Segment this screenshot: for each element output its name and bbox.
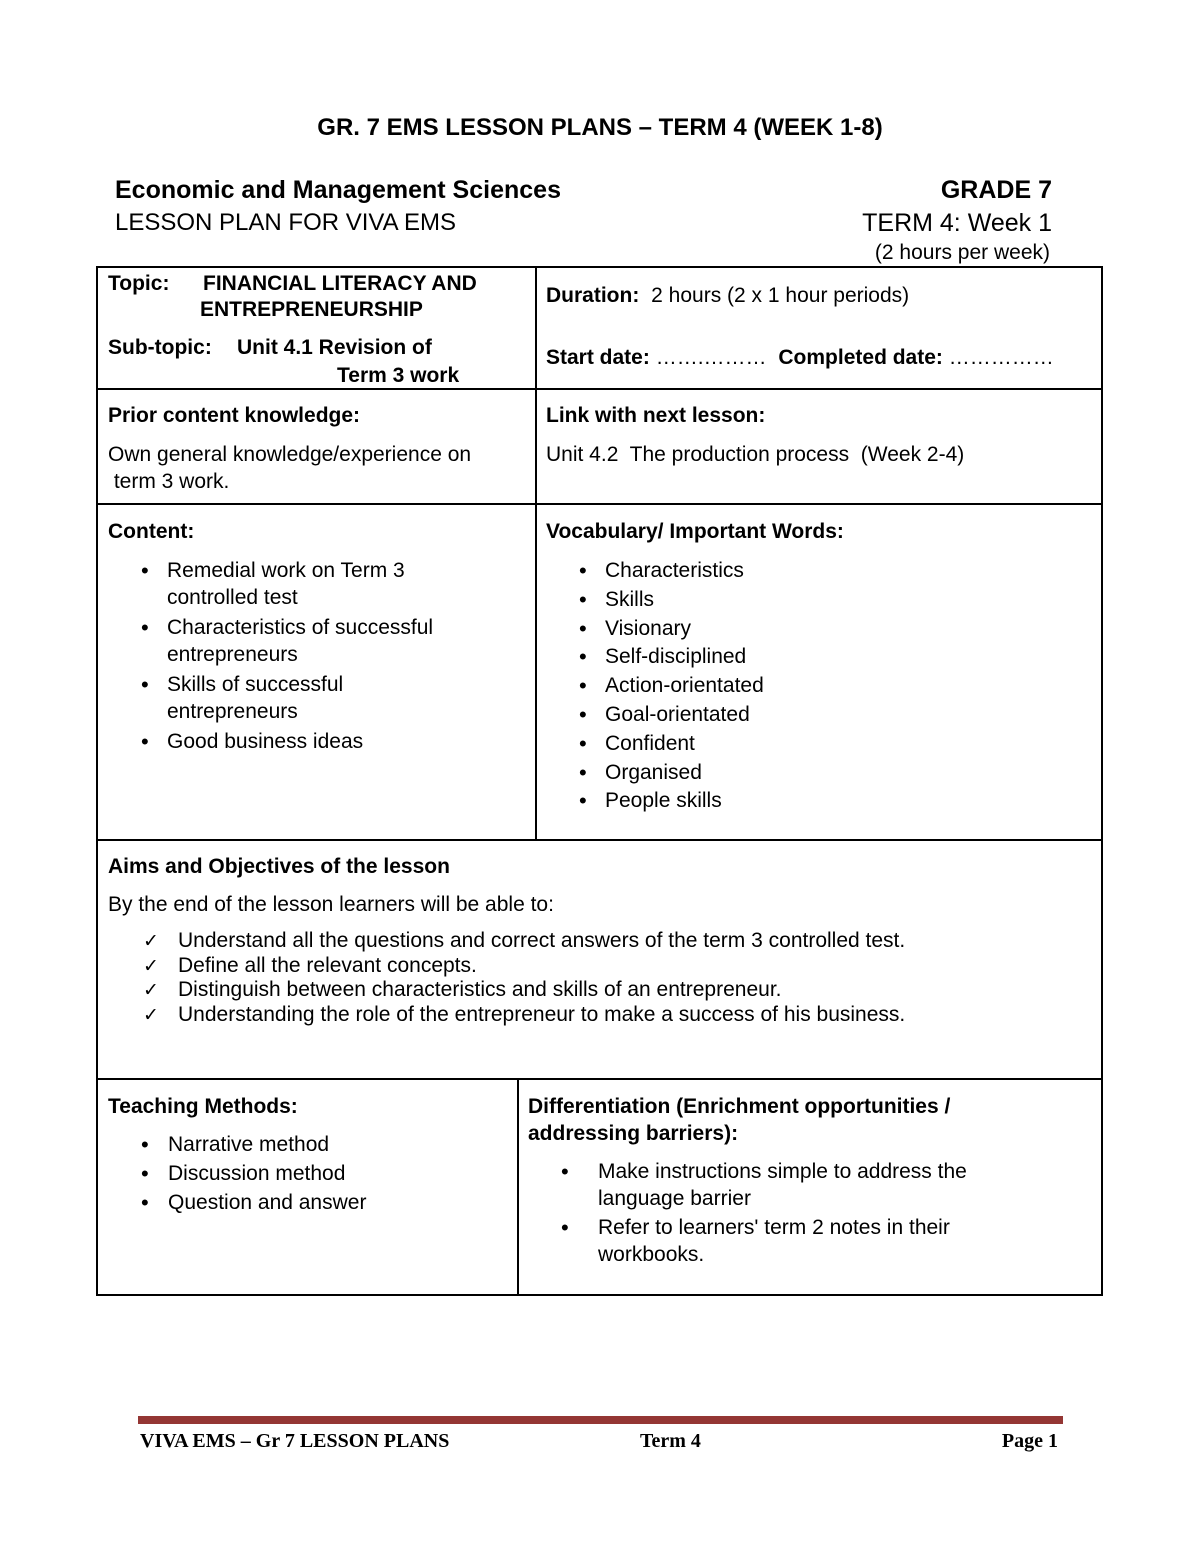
column-divider: [535, 268, 537, 839]
check-icon: ✓: [143, 930, 159, 952]
column-divider: [517, 1078, 519, 1296]
list-item: • Visionary: [546, 615, 1096, 644]
completed-date-value: ……………: [948, 346, 1054, 369]
teaching-methods-list: [108, 1131, 508, 1217]
aims-intro: By the end of the lesson learners will be able to:: [108, 893, 554, 916]
differentiation-list: [528, 1158, 1093, 1268]
link-next-lesson-label: Link with next lesson:: [546, 404, 766, 427]
teaching-methods-label: Teaching Methods:: [108, 1095, 298, 1118]
list-item: ✓ Distinguish between characteristics and skills of an entrepreneur.: [143, 978, 782, 1001]
list-item: • Make instructions simple to address the language barrier: [528, 1158, 1093, 1212]
list-item: • Remedial work on Term 3 controlled test: [108, 557, 528, 611]
footer-term: Term 4: [640, 1430, 701, 1452]
list-item: • Characteristics: [546, 557, 1096, 586]
list-item: • People skills: [546, 787, 1096, 816]
teaching-methods-cell: [108, 1093, 508, 1217]
list-item: • Narrative method: [108, 1131, 508, 1160]
list-item: • Action-orientated: [546, 672, 1096, 701]
subtopic-value: Unit 4.1 Revision of: [237, 336, 432, 359]
differentiation-label-cont: addressing barriers):: [528, 1122, 739, 1145]
start-date-label: Start date:: [546, 346, 650, 369]
list-item: • Confident: [546, 730, 1096, 759]
differentiation-cell: [528, 1093, 1093, 1268]
prior-knowledge-text-cont: term 3 work.: [108, 470, 230, 493]
list-item: • Characteristics of successful entrepreneurs: [108, 614, 528, 668]
list-item: • Skills of successful entrepreneurs: [108, 671, 528, 725]
subject-name: Economic and Management Sciences: [115, 176, 561, 204]
list-item: ✓ Understanding the role of the entrepreneur to make a success of his business.: [143, 1002, 906, 1026]
document-title: GR. 7 EMS LESSON PLANS – TERM 4 (WEEK 1-8): [317, 114, 883, 141]
list-item: • Good business ideas: [108, 728, 528, 755]
term-week-label: TERM 4: Week 1: [862, 209, 1052, 237]
link-next-lesson-text: Unit 4.2 The production process (Week 2-4): [546, 443, 965, 466]
duration-label: Duration:: [546, 284, 640, 307]
topic-cell: [108, 270, 528, 394]
hours-per-week: (2 hours per week): [874, 241, 1050, 264]
start-date-value: …….………: [655, 346, 767, 369]
prior-knowledge-text: Own general knowledge/experience on: [108, 443, 472, 466]
check-icon: ✓: [143, 954, 159, 977]
duration-cell: [546, 282, 1096, 371]
row-divider: [98, 1078, 1101, 1080]
content-list: [108, 557, 528, 755]
list-item: ✓ Define all the relevant concepts.: [143, 953, 477, 977]
aims-label: Aims and Objectives of the lesson: [108, 855, 450, 878]
differentiation-label: Differentiation (Enrichment opportunities /: [528, 1095, 951, 1118]
list-item: • Question and answer: [108, 1189, 508, 1218]
completed-date-label: Completed date:: [778, 346, 943, 369]
topic-label: Topic:: [108, 272, 170, 295]
check-icon: ✓: [143, 979, 159, 1001]
link-next-lesson-cell: [546, 402, 1096, 468]
subtopic-label: Sub-topic:: [108, 336, 212, 359]
content-cell: [108, 518, 528, 755]
page-number: Page 1: [1001, 1430, 1058, 1452]
topic-value-cont: ENTREPRENEURSHIP: [200, 298, 423, 321]
lesson-plan-label: LESSON PLAN FOR VIVA EMS: [115, 209, 456, 236]
subtopic-value-cont: Term 3 work: [337, 364, 460, 387]
list-item: • Discussion method: [108, 1160, 508, 1189]
row-divider: [98, 839, 1101, 841]
vocabulary-list: [546, 557, 1096, 816]
check-icon: ✓: [143, 1003, 159, 1026]
vocabulary-cell: [546, 518, 1096, 816]
objectives-list: [108, 929, 1093, 1027]
list-item: • Goal-orientated: [546, 701, 1096, 730]
footer-rule: [138, 1416, 1063, 1424]
list-item: • Skills: [546, 586, 1096, 615]
lesson-plan-table: [96, 266, 1103, 1296]
duration-value: 2 hours (2 x 1 hour periods): [651, 284, 910, 307]
row-divider: [98, 503, 1101, 505]
list-item: ✓ Understand all the questions and correct answers of the term 3 controlled test.: [143, 929, 906, 952]
aims-cell: [108, 853, 1093, 1027]
list-item: • Self-disciplined: [546, 643, 1096, 672]
topic-value: FINANCIAL LITERACY AND: [203, 272, 477, 295]
footer-left-text: VIVA EMS – Gr 7 LESSON PLANS: [140, 1430, 450, 1452]
prior-knowledge-label: Prior content knowledge:: [108, 404, 361, 427]
grade-label: GRADE 7: [940, 176, 1052, 204]
list-item: • Refer to learners' term 2 notes in their workbooks.: [528, 1214, 1093, 1268]
prior-knowledge-cell: [108, 402, 528, 495]
content-label: Content:: [108, 520, 195, 543]
vocabulary-label: Vocabulary/ Important Words:: [546, 520, 844, 543]
list-item: • Organised: [546, 759, 1096, 788]
